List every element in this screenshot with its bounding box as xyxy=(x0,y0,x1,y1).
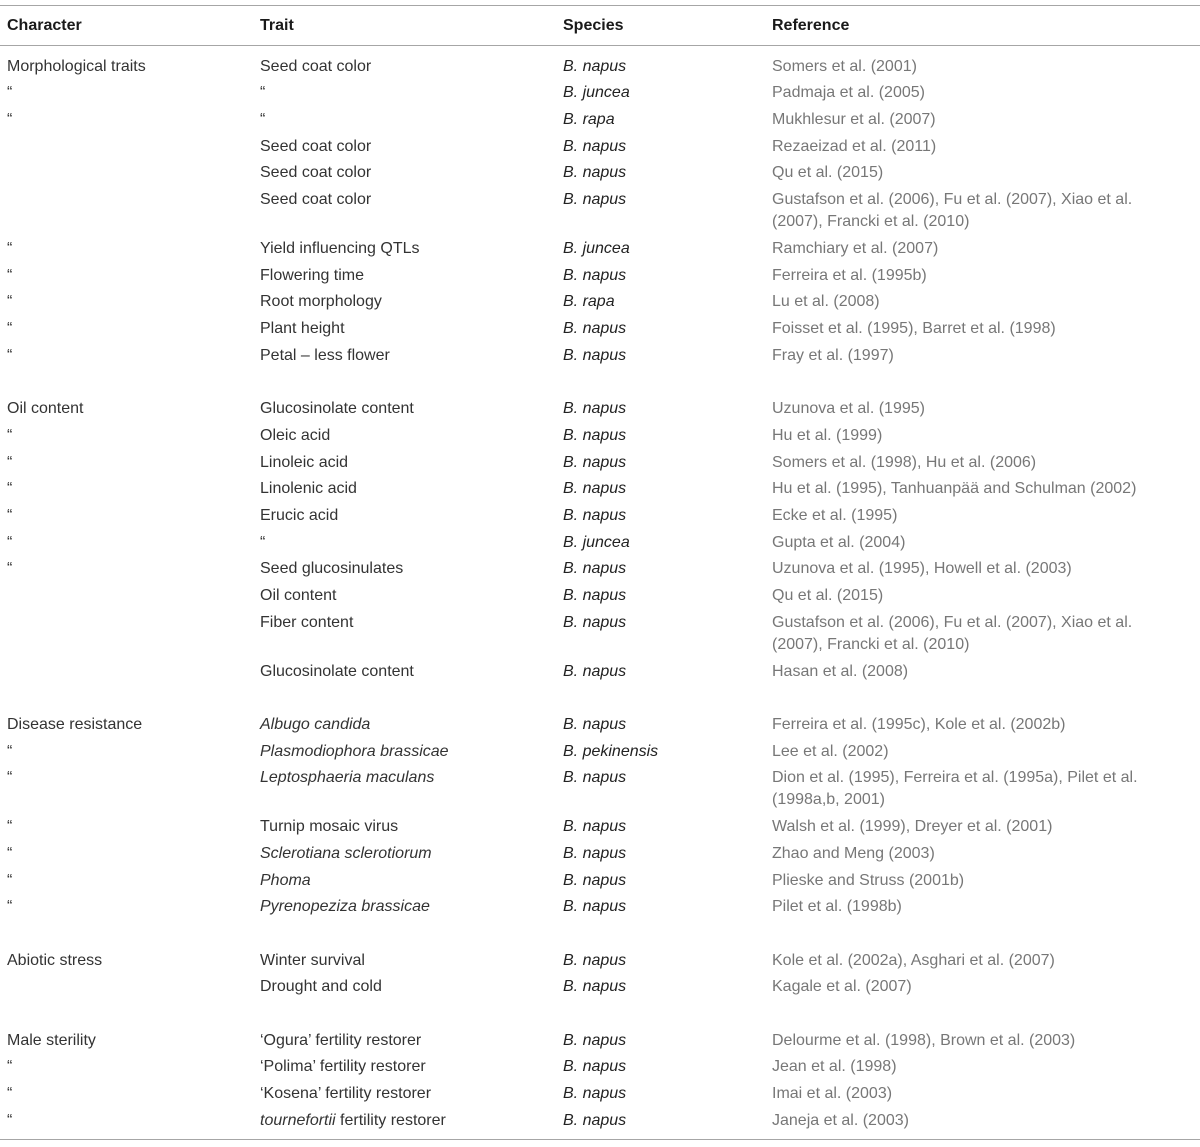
cell-character: “ xyxy=(7,898,13,915)
cell-species: B. napus xyxy=(563,818,627,835)
cell-trait: Seed coat color xyxy=(260,191,372,208)
cell-trait: Seed coat color xyxy=(260,138,372,155)
cell-trait: Linolenic acid xyxy=(260,480,357,497)
cell-species: B. napus xyxy=(563,1112,627,1129)
cell-trait: Yield influencing QTLs xyxy=(260,240,420,257)
table-row xyxy=(0,56,1200,78)
cell-reference: Mukhlesur et al. (2007) xyxy=(772,111,936,128)
table-row xyxy=(0,505,1200,527)
cell-character: “ xyxy=(7,872,13,889)
table-row xyxy=(0,976,1200,998)
cell-reference: Ecke et al. (1995) xyxy=(772,507,898,524)
cell-species: B. napus xyxy=(563,614,627,631)
table-row xyxy=(0,162,1200,184)
cell-reference: Imai et al. (2003) xyxy=(772,1085,893,1102)
cell-species: B. napus xyxy=(563,138,627,155)
cell-species: B. napus xyxy=(563,1058,627,1075)
cell-trait: ‘Polima’ fertility restorer xyxy=(260,1058,426,1075)
cell-character: Disease resistance xyxy=(7,716,143,733)
cell-trait: Glucosinolate content xyxy=(260,663,414,680)
cell-reference: Dion et al. (1995), Ferreira et al. (1995a), Pilet et al. (1998a,b, 2001) xyxy=(772,769,1138,808)
cell-trait: Oil content xyxy=(260,587,337,604)
bottom-rule xyxy=(0,1139,1200,1140)
cell-reference: Hu et al. (1999) xyxy=(772,427,883,444)
cell-reference: Kagale et al. (2007) xyxy=(772,978,912,995)
cell-reference: Ramchiary et al. (2007) xyxy=(772,240,939,257)
cell-trait: Flowering time xyxy=(260,267,365,284)
cell-trait: Seed coat color xyxy=(260,164,372,181)
cell-species: B. napus xyxy=(563,454,627,471)
table-row xyxy=(0,478,1200,500)
cell-trait: “ xyxy=(260,111,266,128)
table-row xyxy=(0,585,1200,607)
cell-trait: “ xyxy=(260,84,266,101)
cell-reference: Delourme et al. (1998), Brown et al. (2003) xyxy=(772,1032,1076,1049)
header-character: Character xyxy=(7,17,82,34)
table-row xyxy=(0,741,1200,763)
cell-trait: Oleic acid xyxy=(260,427,331,444)
cell-character: “ xyxy=(7,347,13,364)
table-row xyxy=(0,189,1200,230)
table-row xyxy=(0,1030,1200,1052)
cell-reference: Lee et al. (2002) xyxy=(772,743,889,760)
header-reference: Reference xyxy=(772,17,850,34)
cell-species: B. napus xyxy=(563,58,627,75)
cell-character: Male sterility xyxy=(7,1032,96,1049)
cell-species: B. napus xyxy=(563,560,627,577)
cell-species: B. napus xyxy=(563,320,627,337)
cell-species: B. rapa xyxy=(563,111,615,128)
cell-character: “ xyxy=(7,560,13,577)
table-row xyxy=(0,870,1200,892)
cell-species: B. napus xyxy=(563,898,627,915)
table-row xyxy=(0,318,1200,340)
cell-trait: Linoleic acid xyxy=(260,454,349,471)
cell-character: “ xyxy=(7,84,13,101)
table-row xyxy=(0,714,1200,736)
cell-character: Morphological traits xyxy=(7,58,146,75)
cell-species: B. napus xyxy=(563,845,627,862)
table-row xyxy=(0,558,1200,580)
cell-trait: Petal – less flower xyxy=(260,347,390,364)
cell-species: B. napus xyxy=(563,400,627,417)
cell-reference: Padmaja et al. (2005) xyxy=(772,84,925,101)
cell-trait: ‘Kosena’ fertility restorer xyxy=(260,1085,432,1102)
table-row xyxy=(0,291,1200,313)
cell-character: “ xyxy=(7,111,13,128)
cell-reference: Somers et al. (2001) xyxy=(772,58,917,75)
cell-reference: Uzunova et al. (1995), Howell et al. (2003) xyxy=(772,560,1072,577)
table-row xyxy=(0,1083,1200,1105)
header-trait: Trait xyxy=(260,17,294,34)
cell-reference: Rezaeizad et al. (2011) xyxy=(772,138,937,155)
cell-reference: Walsh et al. (1999), Dreyer et al. (2001) xyxy=(772,818,1053,835)
cell-character: “ xyxy=(7,480,13,497)
cell-reference: Gupta et al. (2004) xyxy=(772,534,906,551)
cell-trait: Albugo candida xyxy=(260,716,371,733)
cell-character: “ xyxy=(7,507,13,524)
table-row xyxy=(0,661,1200,683)
cell-reference: Janeja et al. (2003) xyxy=(772,1112,909,1129)
cell-species: B. juncea xyxy=(563,240,630,257)
cell-character: “ xyxy=(7,320,13,337)
cell-species: B. napus xyxy=(563,164,627,181)
cell-species: B. napus xyxy=(563,480,627,497)
cell-character: “ xyxy=(7,1058,13,1075)
cell-trait: Glucosinolate content xyxy=(260,400,414,417)
cell-character: “ xyxy=(7,845,13,862)
cell-species: B. napus xyxy=(563,267,627,284)
cell-trait: Pyrenopeziza brassicae xyxy=(260,898,430,915)
cell-character: “ xyxy=(7,293,13,310)
table-row xyxy=(0,612,1200,653)
cell-trait-italic: tournefortii xyxy=(260,1112,336,1129)
cell-species: B. napus xyxy=(563,769,627,786)
cell-trait: “ xyxy=(260,534,266,551)
cell-reference: Hasan et al. (2008) xyxy=(772,663,909,680)
cell-species: B. napus xyxy=(563,507,627,524)
top-rule xyxy=(0,5,1200,6)
table-row xyxy=(0,896,1200,918)
cell-character: “ xyxy=(7,769,13,786)
cell-species: B. juncea xyxy=(563,84,630,101)
cell-species: B. napus xyxy=(563,427,627,444)
cell-trait: Seed glucosinulates xyxy=(260,560,404,577)
cell-reference: Qu et al. (2015) xyxy=(772,587,884,604)
cell-species: B. juncea xyxy=(563,534,630,551)
cell-species: B. napus xyxy=(563,716,627,733)
table-row xyxy=(0,425,1200,447)
cell-reference: Lu et al. (2008) xyxy=(772,293,880,310)
cell-reference: Ferreira et al. (1995c), Kole et al. (2002b) xyxy=(772,716,1066,733)
cell-character: “ xyxy=(7,1085,13,1102)
table-row xyxy=(0,767,1200,808)
table-row xyxy=(0,1056,1200,1078)
cell-trait xyxy=(260,1110,446,1132)
cell-trait: Root morphology xyxy=(260,293,382,310)
cell-species: B. napus xyxy=(563,347,627,364)
cell-trait: Sclerotiana sclerotiorum xyxy=(260,845,432,862)
cell-character: “ xyxy=(7,267,13,284)
cell-trait: Leptosphaeria maculans xyxy=(260,769,435,786)
table-row xyxy=(0,452,1200,474)
cell-reference: Kole et al. (2002a), Asghari et al. (2007) xyxy=(772,952,1055,969)
header-species: Species xyxy=(563,17,624,34)
cell-trait: Phoma xyxy=(260,872,311,889)
cell-species: B. rapa xyxy=(563,293,615,310)
cell-trait: Fiber content xyxy=(260,614,354,631)
cell-character: “ xyxy=(7,454,13,471)
cell-species: B. pekinensis xyxy=(563,743,659,760)
cell-trait-suffix: fertility restorer xyxy=(335,1112,446,1129)
cell-species: B. napus xyxy=(563,663,627,680)
cell-reference: Plieske and Struss (2001b) xyxy=(772,872,965,889)
table-row xyxy=(0,398,1200,420)
cell-reference: Qu et al. (2015) xyxy=(772,164,884,181)
cell-reference: Jean et al. (1998) xyxy=(772,1058,897,1075)
table-row xyxy=(0,532,1200,554)
cell-character: “ xyxy=(7,240,13,257)
cell-character: Abiotic stress xyxy=(7,952,103,969)
cell-trait: Plasmodiophora brassicae xyxy=(260,743,449,760)
cell-trait: Turnip mosaic virus xyxy=(260,818,399,835)
table-row xyxy=(0,238,1200,260)
table-row xyxy=(0,816,1200,838)
table-row xyxy=(0,1110,1200,1132)
cell-trait: Plant height xyxy=(260,320,345,337)
table-row xyxy=(0,265,1200,287)
header-rule xyxy=(0,45,1200,46)
cell-trait: Erucic acid xyxy=(260,507,339,524)
cell-species: B. napus xyxy=(563,1032,627,1049)
cell-reference: Uzunova et al. (1995) xyxy=(772,400,925,417)
cell-species: B. napus xyxy=(563,978,627,995)
cell-reference: Gustafson et al. (2006), Fu et al. (2007), Xiao et al. (2007), Francki et al. (2010) xyxy=(772,614,1133,653)
cell-character: “ xyxy=(7,534,13,551)
table-row xyxy=(0,843,1200,865)
cell-trait: Winter survival xyxy=(260,952,365,969)
cell-character: “ xyxy=(7,743,13,760)
cell-reference: Hu et al. (1995), Tanhuanpää and Schulman (2002) xyxy=(772,480,1137,497)
table-row xyxy=(0,82,1200,104)
cell-reference: Zhao and Meng (2003) xyxy=(772,845,935,862)
table-row xyxy=(0,950,1200,972)
cell-reference: Fray et al. (1997) xyxy=(772,347,894,364)
cell-reference: Gustafson et al. (2006), Fu et al. (2007), Xiao et al. (2007), Francki et al. (2010) xyxy=(772,191,1133,230)
table-row xyxy=(0,109,1200,131)
table-row xyxy=(0,136,1200,158)
cell-trait: ‘Ogura’ fertility restorer xyxy=(260,1032,422,1049)
cell-character: “ xyxy=(7,427,13,444)
cell-trait: Seed coat color xyxy=(260,58,372,75)
cell-reference: Pilet et al. (1998b) xyxy=(772,898,902,915)
cell-species: B. napus xyxy=(563,952,627,969)
cell-character: “ xyxy=(7,818,13,835)
cell-species: B. napus xyxy=(563,1085,627,1102)
cell-trait: Drought and cold xyxy=(260,978,382,995)
cell-character: “ xyxy=(7,1112,13,1129)
cell-reference: Foisset et al. (1995), Barret et al. (1998) xyxy=(772,320,1056,337)
cell-species: B. napus xyxy=(563,872,627,889)
cell-reference: Ferreira et al. (1995b) xyxy=(772,267,927,284)
cell-reference: Somers et al. (1998), Hu et al. (2006) xyxy=(772,454,1037,471)
cell-species: B. napus xyxy=(563,587,627,604)
cell-character: Oil content xyxy=(7,400,84,417)
table-row xyxy=(0,345,1200,367)
cell-species: B. napus xyxy=(563,191,627,208)
